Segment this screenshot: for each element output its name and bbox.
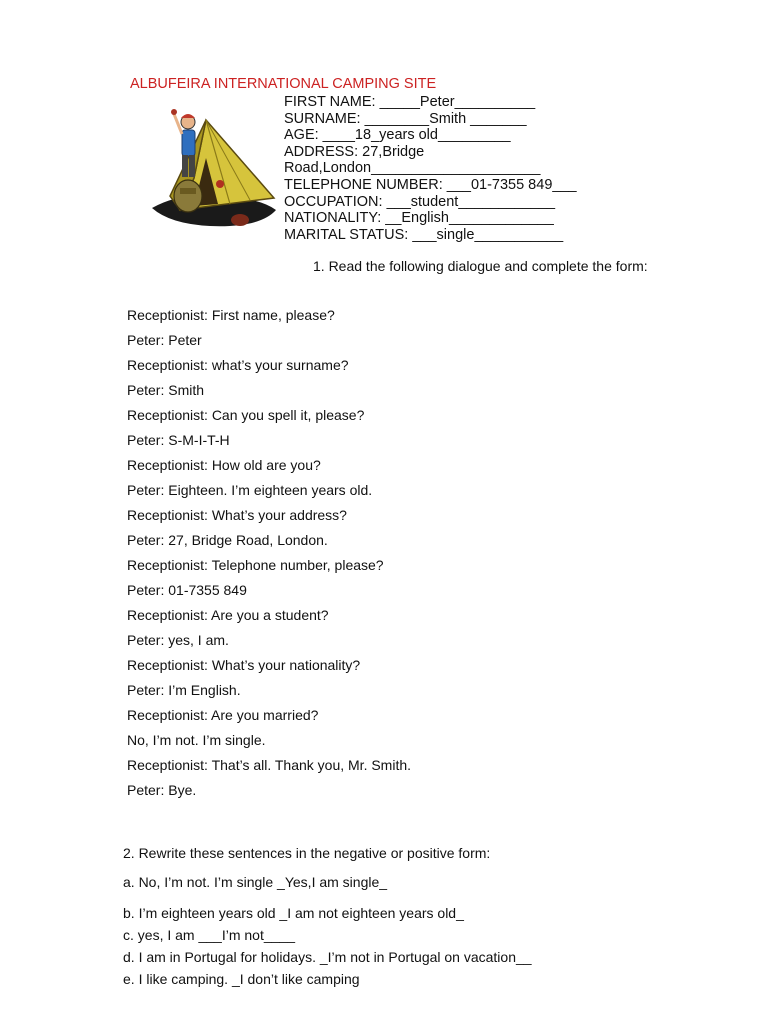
camping-tent-clipart-icon (150, 100, 278, 240)
dialogue-line: Receptionist: That’s all. Thank you, Mr. Smith. (127, 757, 412, 773)
exercise-c: c. yes, I am ___I’m not____ (123, 927, 295, 943)
dialogue-line: Receptionist: Are you married? (127, 707, 319, 723)
dialogue-line: Peter: S-M-I-T-H (127, 432, 230, 448)
dialogue-line: Receptionist: What’s your nationality? (127, 657, 361, 673)
form-first-name: FIRST NAME: _____Peter__________ (284, 94, 536, 110)
dialogue (127, 306, 411, 806)
page-title: ALBUFEIRA INTERNATIONAL CAMPING SITE (130, 76, 437, 92)
form-age: AGE: ____18_years old_________ (284, 127, 511, 144)
dialogue-line: Receptionist: How old are you? (127, 457, 321, 473)
dialogue-line: Peter: 27, Bridge Road, London. (127, 532, 328, 548)
form-nationality: NATIONALITY: __English_____________ (284, 210, 554, 227)
dialogue-line: Receptionist: Can you spell it, please? (127, 407, 365, 423)
dialogue-line: Receptionist: Telephone number, please? (127, 557, 384, 573)
exercise-b: b. I’m eighteen years old _I am not eighteen years old_ (123, 905, 464, 921)
dialogue-line: Receptionist: What’s your address? (127, 507, 347, 523)
exercise-e: e. I like camping. _I don’t like camping (123, 971, 360, 987)
dialogue-line: Peter: Bye. (127, 782, 197, 798)
dialogue-line: Peter: yes, I am. (127, 632, 229, 648)
registration-form (284, 94, 577, 243)
dialogue-line: Receptionist: First name, please? (127, 307, 335, 323)
dialogue-line: Peter: 01-7355 849 (127, 582, 247, 598)
dialogue-line: No, I’m not. I’m single. (127, 732, 266, 748)
exercise-a: a. No, I’m not. I’m single _Yes,I am single_ (123, 874, 388, 890)
dialogue-line: Receptionist: what’s your surname? (127, 357, 349, 373)
exercise-d: d. I am in Portugal for holidays. _I’m not in Portugal on vacation__ (123, 949, 532, 965)
instruction-2: 2. Rewrite these sentences in the negative or positive form: (123, 845, 491, 861)
dialogue-line: Receptionist: Are you a student? (127, 607, 329, 623)
dialogue-line: Peter: Smith (127, 382, 205, 398)
dialogue-line: Peter: I’m English. (127, 682, 241, 698)
form-occupation: OCCUPATION: ___student____________ (284, 193, 556, 210)
dialogue-line: Peter: Peter (127, 332, 202, 348)
dialogue-line: Peter: Eighteen. I’m eighteen years old. (127, 482, 373, 498)
form-address-cont: Road,London_____________________ (284, 160, 541, 177)
form-address: ADDRESS: 27,Bridge (284, 143, 425, 160)
form-telephone: TELEPHONE NUMBER: ___01-7355 849___ (284, 176, 577, 193)
form-marital-status: MARITAL STATUS: ___single___________ (284, 226, 564, 243)
form-surname: SURNAME: ________Smith _______ (284, 110, 527, 127)
instruction-1: 1. Read the following dialogue and complete the form: (313, 258, 648, 274)
